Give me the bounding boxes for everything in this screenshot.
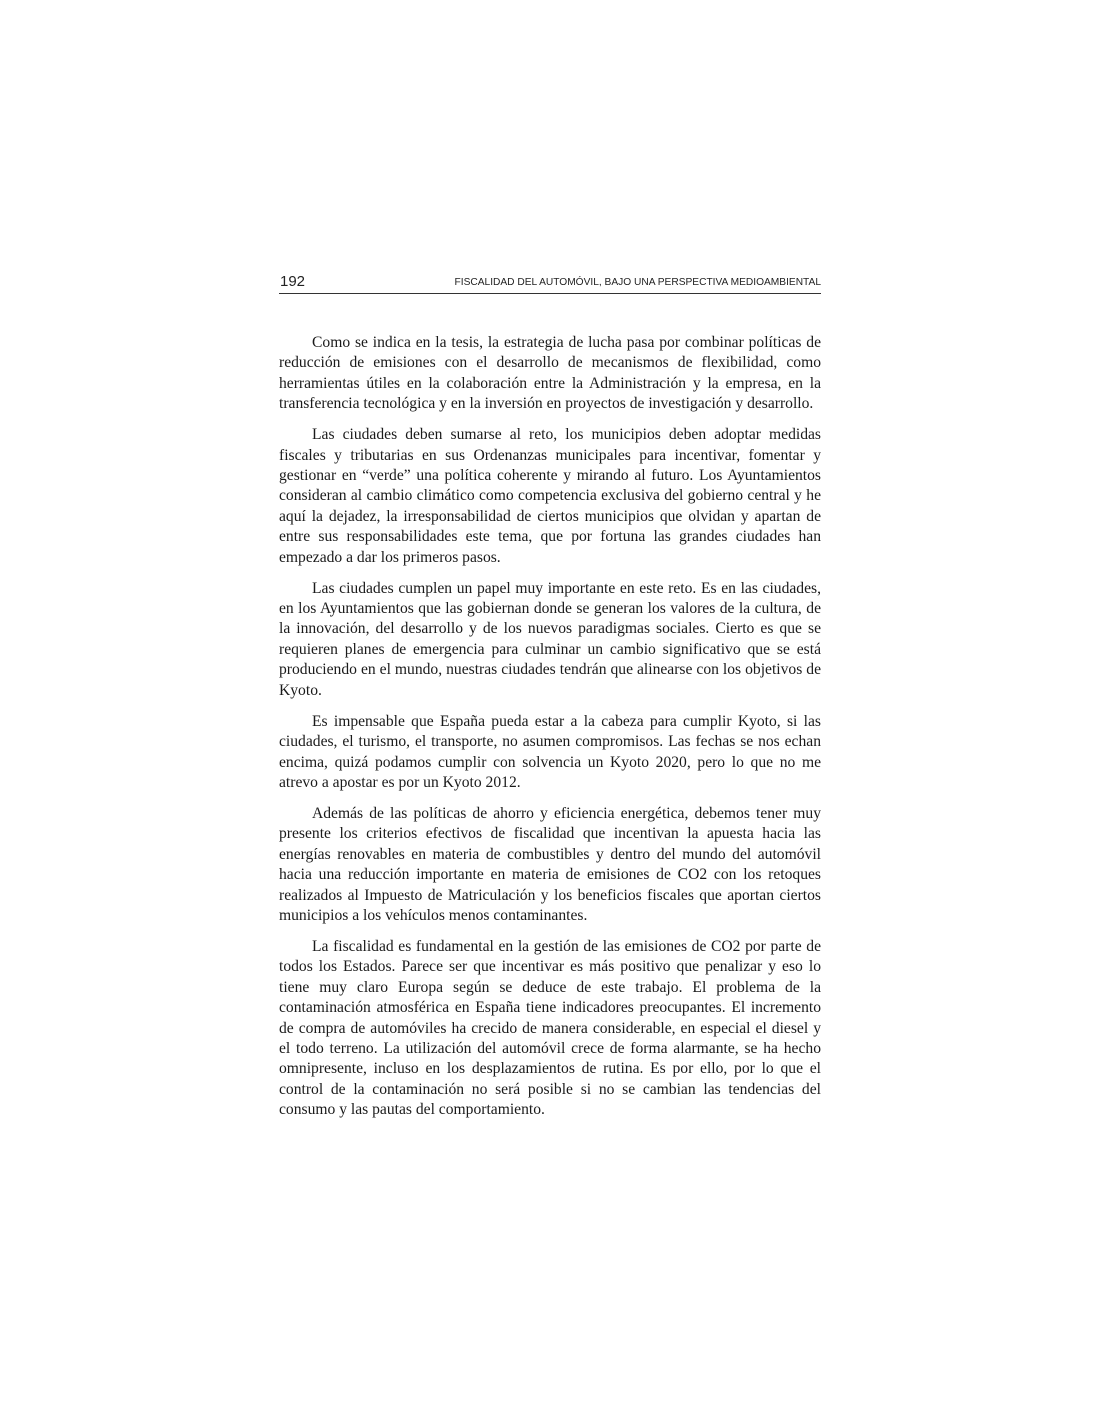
running-title: FISCALIDAD DEL AUTOMÓVIL, BAJO UNA PERSPECTIVA MEDIOAMBIENTAL — [454, 277, 821, 288]
book-page — [279, 270, 821, 1121]
page-number: 192 — [280, 273, 306, 290]
paragraph: Las ciudades cumplen un papel muy importante en este reto. Es en las ciudades, en los Ayuntamientos que las gobiernan donde se generan los valores de la cultura, de la innovación, del desarrollo y de los nuevos paradigmas sociales. Cierto es que se requieren planes de emergencia para culminar un cambio significativo que se está produciendo en el mundo, nuestras ciudades tendrán que alinearse con los objetivos de Kyoto. — [279, 579, 821, 699]
body-text — [279, 333, 821, 1121]
paragraph: Además de las políticas de ahorro y eficiencia energética, debemos tener muy presente los criterios efectivos de fiscalidad que incentivan la apuesta hacia las energías renovables en materia de combustibles y dentro del mundo del automóvil hacia una reducción importante en materia de emisiones de CO2 con los retoques realizados al Impuesto de Matriculación y los beneficios fiscales que aportan ciertos municipios a los vehículos menos contaminantes. — [279, 804, 821, 924]
paragraph: La fiscalidad es fundamental en la gestión de las emisiones de CO2 por parte de todos los Estados. Parece ser que incentivar es más positivo que penalizar y eso lo tiene muy claro Europa según se deduce de este trabajo. El problema de la contaminación atmosférica en España tiene indicadores preocupantes. El incremento de compra de automóviles ha crecido de manera considerable, en especial el diesel y el todo terreno. La utilización del automóvil crece de forma alarmante, se ha hecho omnipresente, incluso en los desplazamientos de rutina. Es por ello, por lo que el control de la contaminación no será posible si no se cambian las tendencias del consumo y las pautas del comportamiento. — [279, 937, 821, 1119]
paragraph: Es impensable que España pueda estar a la cabeza para cumplir Kyoto, si las ciudades, el turismo, el transporte, no asumen compromisos. Las fechas se nos echan encima, quizá podamos cumplir con solvencia un Kyoto 2020, pero lo que no me atrevo a apostar es por un Kyoto 2012. — [279, 712, 821, 791]
paragraph: Como se indica en la tesis, la estrategia de lucha pasa por combinar políticas de reducción de emisiones con el desarrollo de mecanismos de flexibilidad, como herramientas útiles en la colaboración entre la Administración y la empresa, en la transferencia tecnológica y en la inversión en proyectos de investigación y desarrollo. — [279, 334, 821, 413]
paragraph: Las ciudades deben sumarse al reto, los municipios deben adoptar medidas fiscales y tributarias en sus Ordenanzas municipales para incentivar, fomentar y gestionar en “verde” una política coherente y mirando al futuro. Los Ayuntamientos consideran al cambio climático como competencia exclusiva del gobierno central y he aquí la dejadez, la irresponsabilidad de ciertos municipios que olvidan y apartan de entre sus responsabilidades este tema, que por fortuna las grandes ciudades han empezado a dar los primeros pasos. — [279, 426, 821, 566]
running-header — [279, 270, 821, 294]
